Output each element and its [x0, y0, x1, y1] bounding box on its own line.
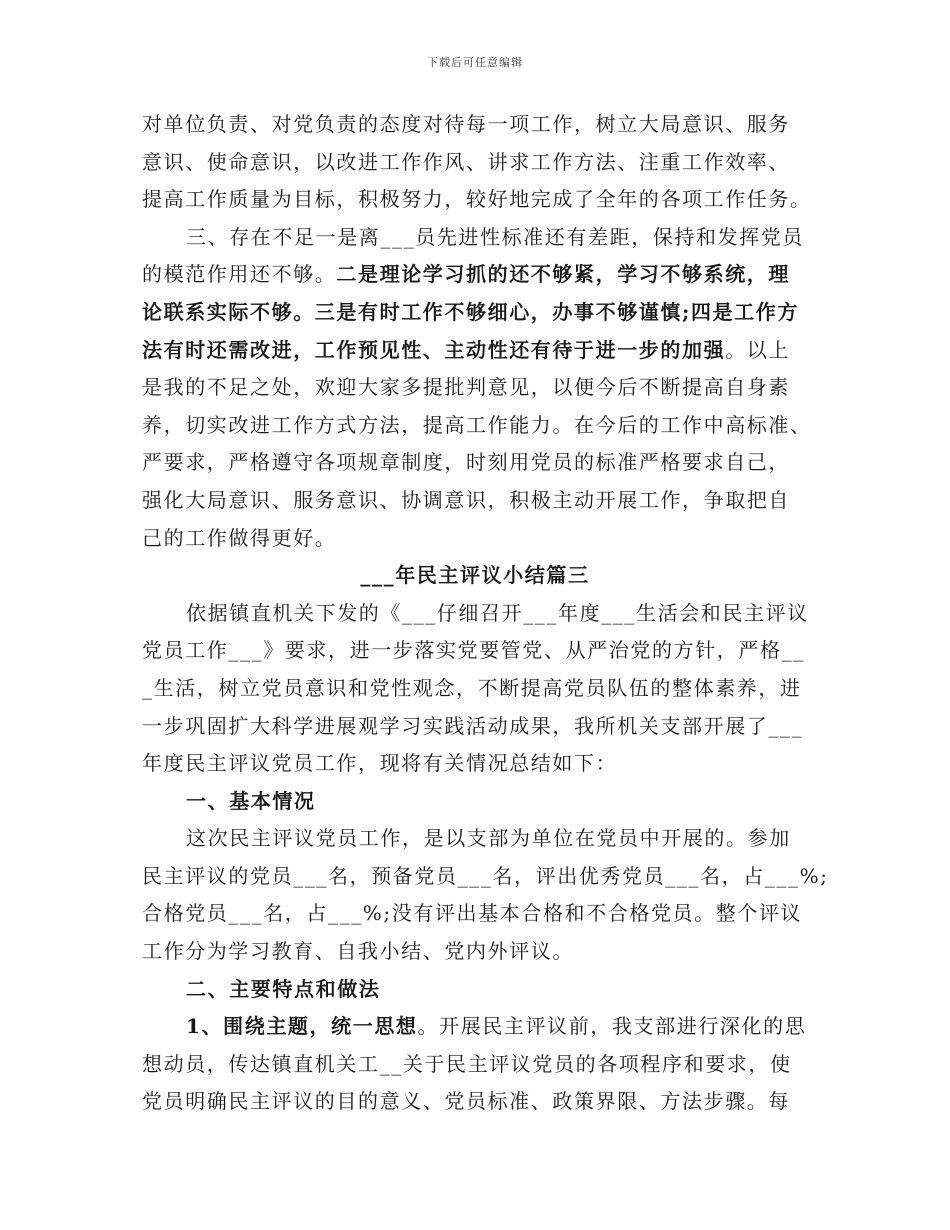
bold-text: 法有时还需改进，工作预见性、主动性还有待于进一步的加强	[142, 337, 726, 362]
bold-text: 二是理论学习抓的还不够紧，学习不够系统，理	[336, 262, 791, 287]
paragraph-line: 提高工作质量为目标，积极努力，较好地完成了全年的各项工作任务。	[142, 187, 812, 212]
subheading-features: 二、主要特点和做法	[186, 976, 381, 1001]
bold-line: 论联系实际不够。三是有时工作不够细心，办事不够谨慎;四是工作方	[142, 299, 799, 324]
paragraph-line: 工作分为学习教育、自我小结、党内外评议。	[142, 939, 574, 964]
plain-text: 。以上	[725, 337, 791, 362]
paragraph-line: 想动员，传达镇直机关工__关于民主评议党员的各项程序和要求，使	[142, 1051, 792, 1076]
paragraph-line: 严要求，严格遵守各项规章制度，时刻用党员的标准严格要求自己，	[142, 450, 790, 475]
paragraph-line: 党员明确民主评议的目的意义、党员标准、政策界限、方法步骤。每	[142, 1089, 790, 1114]
paragraph-line: 意识、使命意识，以改进工作作风、讲求工作方法、注重工作效率、	[142, 149, 790, 174]
subheading-basic-situation: 一、基本情况	[186, 788, 316, 813]
paragraph-line: 合格党员___名，占___%;没有评出基本合格和不合格党员。整个评议	[142, 901, 803, 926]
paragraph-line: 民主评议的党员___名，预备党员___名，评出优秀党员___名，占___%;	[142, 863, 829, 888]
paragraph-line: 这次民主评议党员工作，是以支部为单位在党员中开展的。参加	[186, 826, 791, 851]
section-title: ___年民主评议小结篇三	[360, 563, 590, 588]
paragraph-line: _生活，树立党员意识和党性观念，不断提高党员队伍的整体素养，进	[142, 675, 802, 700]
paragraph-line: 是我的不足之处，欢迎大家多提批判意见，以便今后不断提高自身素	[142, 375, 790, 400]
paragraph-line	[142, 332, 808, 370]
paragraph-line: 己的工作做得更好。	[142, 525, 337, 550]
paragraph-line: 养，切实改进工作方式方法，提高工作能力。在今后的工作中高标准、	[142, 412, 812, 437]
paragraph-line: 年度民主评议党员工作，现将有关情况总结如下：	[142, 751, 618, 776]
plain-text: 。开展民主评议前，我支部进行深化的思	[417, 1014, 807, 1039]
paragraph-line	[142, 256, 808, 294]
paragraph-line	[142, 1008, 808, 1046]
plain-text: 的模范作用还不够。	[142, 262, 337, 287]
paragraph-line: 党员工作___》要求，进一步落实党要管党、从严治党的方针，严格__	[142, 638, 805, 663]
paragraph-line: 依据镇直机关下发的《___仔细召开___年度___生活会和民主评议	[186, 600, 809, 625]
document-body	[142, 106, 829, 1121]
section-three-line: 三、存在不足一是离___员先进性标准还有差距，保持和发挥党员	[186, 224, 804, 249]
paragraph-line: 一步巩固扩大科学进展观学习实践活动成果，我所机关支部开展了___	[142, 713, 804, 738]
paragraph-line: 强化大局意识、服务意识、协调意识，积极主动开展工作，争取把自	[142, 487, 790, 512]
paragraph-line: 对单位负责、对党负责的态度对待每一项工作，树立大局意识、服务	[142, 112, 790, 136]
page-header: 下载后可任意编辑	[427, 56, 523, 69]
bold-text: 1、围绕主题，统一思想	[186, 1014, 418, 1039]
